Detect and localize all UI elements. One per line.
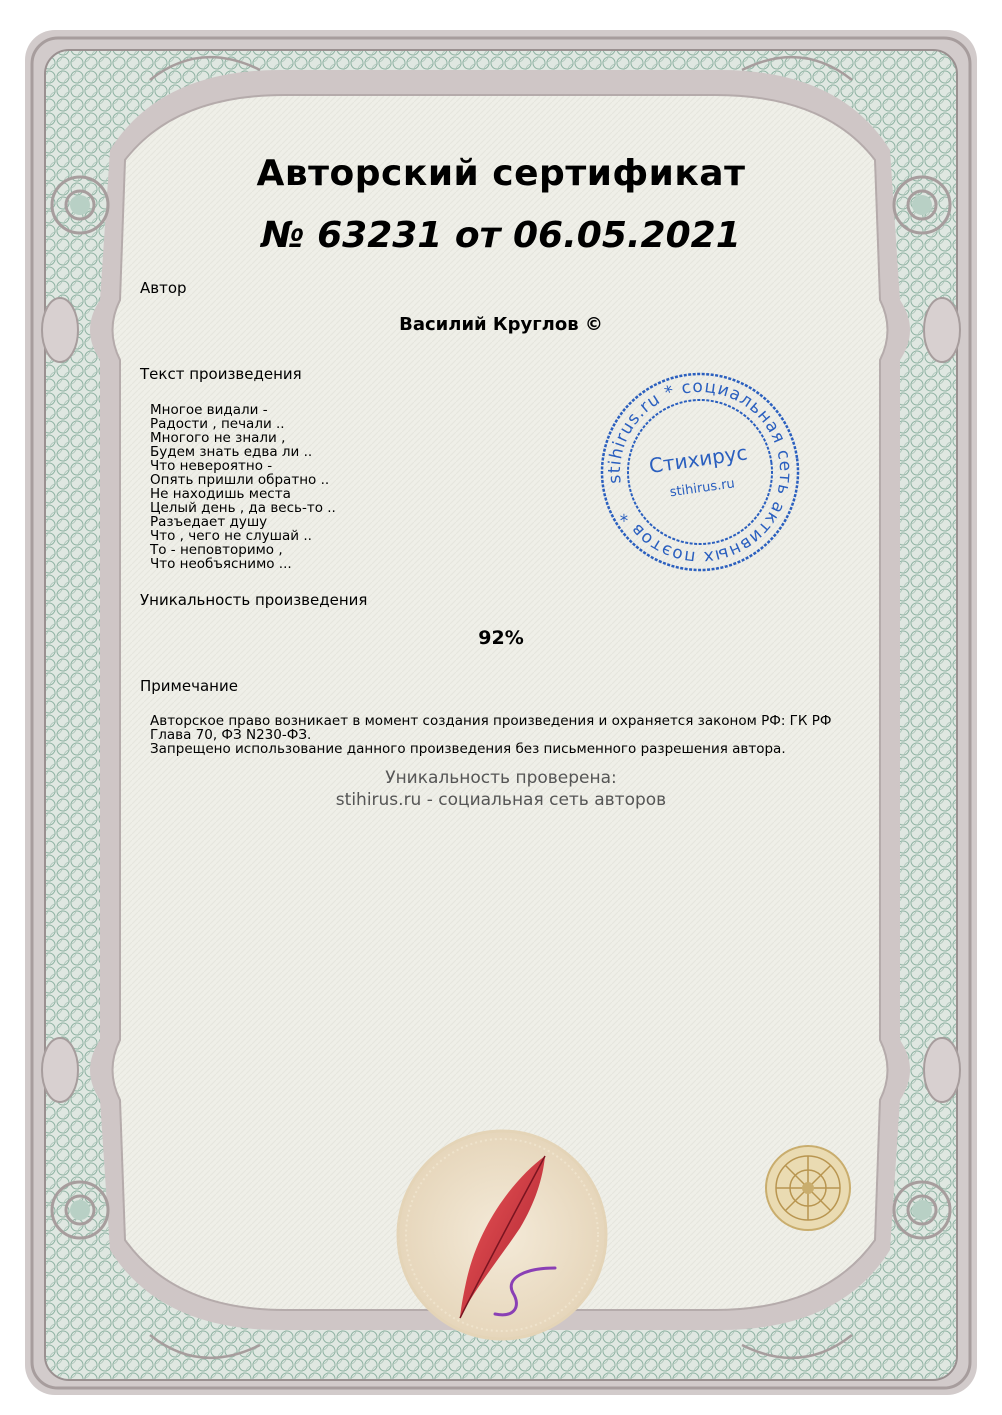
- note-text: [150, 714, 850, 756]
- poem-line: Что невероятно -: [150, 458, 273, 474]
- note-label: Примечание: [140, 677, 238, 695]
- poem-line: Что необъяснимо ...: [150, 556, 292, 572]
- poem-line: Разъедает душу: [150, 514, 268, 530]
- quill-logo: [395, 1128, 609, 1342]
- stamp-title: Стихирус: [647, 440, 749, 478]
- author-label: Автор: [140, 279, 187, 297]
- uniqueness-value: 92%: [478, 627, 524, 649]
- stamp-ring-text: stihirus.ru * социальная сеть активных поэтов *: [604, 376, 796, 568]
- poem-line: Что , чего не слушай ..: [150, 528, 312, 544]
- poem-line: Многого не знали ,: [150, 430, 286, 446]
- stihirus-stamp: [598, 370, 802, 574]
- poem-line: Будем знать едва ли ..: [150, 444, 313, 460]
- poem-text: [150, 403, 336, 571]
- gold-seal: [763, 1143, 853, 1233]
- author-name: Василий Круглов ©: [399, 314, 603, 335]
- poem-line: Радости , печали ..: [150, 416, 285, 432]
- poem-line: Не находишь места: [150, 486, 291, 502]
- poem-line: То - неповторимо ,: [150, 542, 283, 558]
- verification-line2: stihirus.ru - социальная сеть авторов: [335, 790, 667, 810]
- verification-line1: Уникальность проверена:: [385, 768, 617, 788]
- poem-line: Опять пришли обратно ..: [150, 472, 330, 488]
- verification-text: [0, 767, 1002, 811]
- note-usage-prohibited: Запрещено использование данного произведения без письменного разрешения автора.: [150, 741, 786, 757]
- certificate-number: № 63231 от 06.05.2021: [261, 215, 741, 256]
- poem-line: Многое видали -: [150, 402, 268, 418]
- uniqueness-label: Уникальность произведения: [140, 591, 368, 609]
- text-label: Текст произведения: [140, 365, 302, 383]
- note-copyright-law: Авторское право возникает в момент создания произведения и охраняется законом РФ: ГК РФ Глава 70, ФЗ N230-ФЗ.: [150, 713, 832, 743]
- stamp-subtitle: stihirus.ru: [668, 476, 736, 501]
- poem-line: Целый день , да весь-то ..: [150, 500, 336, 516]
- certificate-title: Авторский сертификат: [256, 153, 746, 194]
